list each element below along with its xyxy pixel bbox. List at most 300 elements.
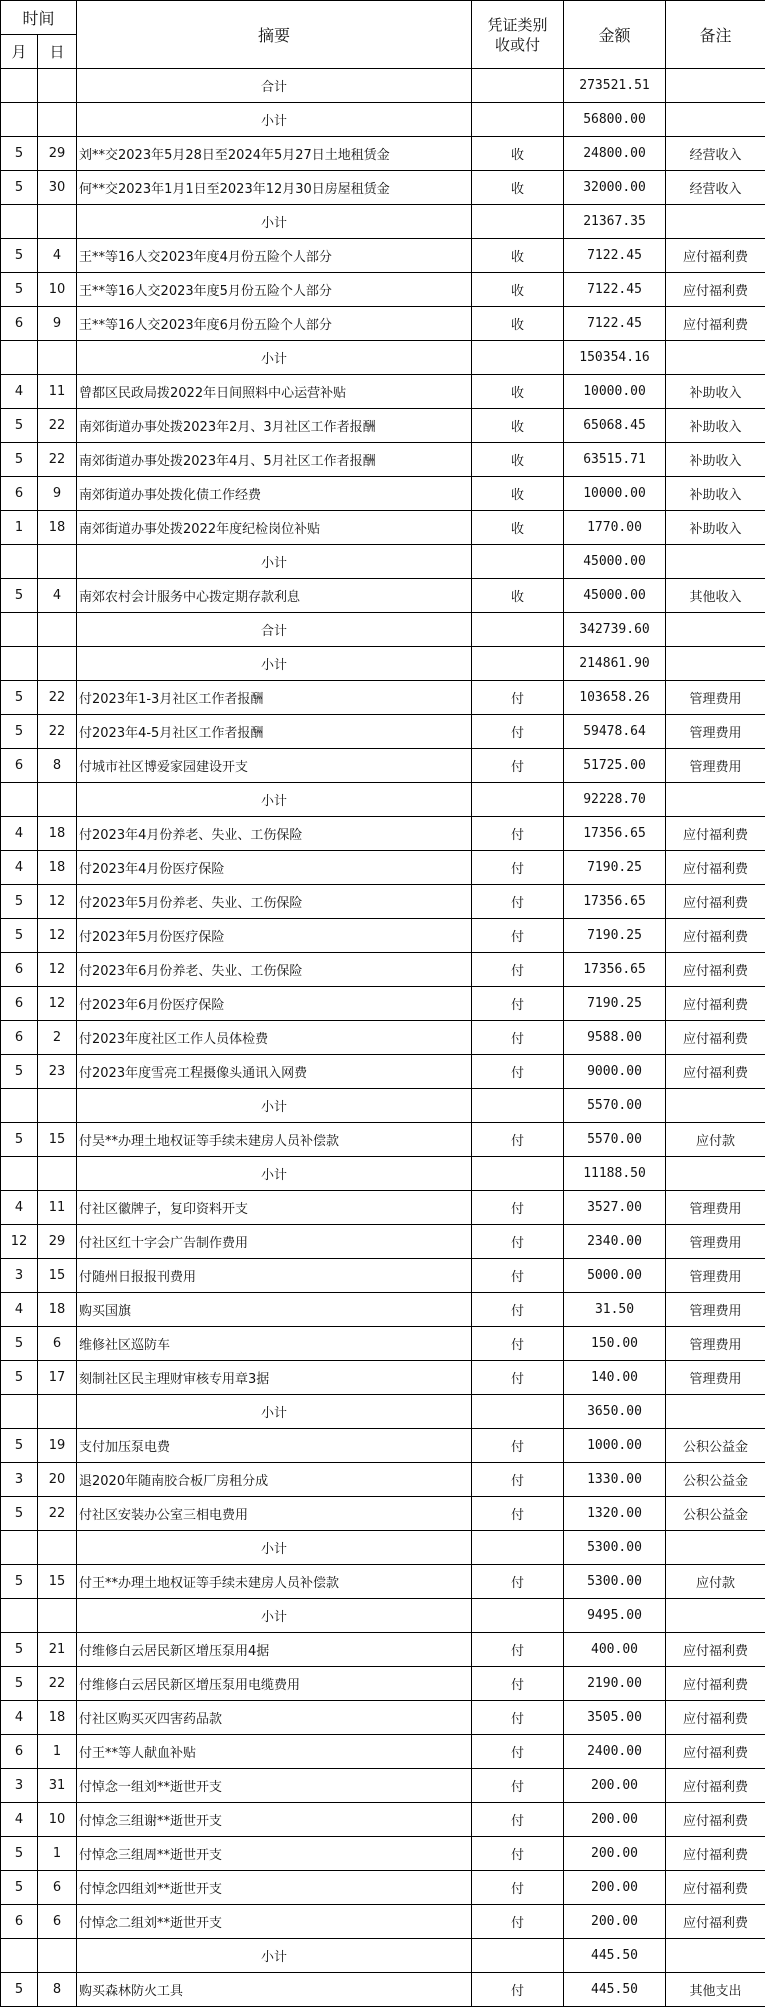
amount-cell: 400.00 (564, 1633, 666, 1667)
month-cell (1, 783, 38, 817)
table-row (1, 1905, 765, 1939)
summary-cell: 付社区红十字会广告制作费用 (77, 1225, 472, 1259)
month-cell: 5 (1, 1055, 38, 1089)
table-row (1, 851, 765, 885)
month-cell: 5 (1, 681, 38, 715)
month-cell: 5 (1, 443, 38, 477)
table-row (1, 1871, 765, 1905)
table-row (1, 273, 765, 307)
table-row (1, 1293, 765, 1327)
remark-cell: 应付福利费 (666, 239, 765, 273)
amount-cell: 24800.00 (564, 137, 666, 171)
remark-cell: 应付福利费 (666, 1701, 765, 1735)
remark-cell (666, 205, 765, 239)
remark-cell (666, 1157, 765, 1191)
month-cell: 12 (1, 1225, 38, 1259)
month-cell (1, 647, 38, 681)
remark-cell (666, 1531, 765, 1565)
day-cell: 12 (38, 885, 77, 919)
voucher-type-cell (472, 1395, 564, 1429)
table-row (1, 579, 765, 613)
summary-cell: 付社区徽牌子，复印资料开支 (77, 1191, 472, 1225)
summary-cell: 南郊街道办事处拨2023年4月、5月社区工作者报酬 (77, 443, 472, 477)
amount-cell: 45000.00 (564, 545, 666, 579)
remark-cell: 经营收入 (666, 171, 765, 205)
month-cell (1, 341, 38, 375)
day-cell: 18 (38, 1293, 77, 1327)
summary-cell: 维修社区巡防车 (77, 1327, 472, 1361)
month-cell: 5 (1, 171, 38, 205)
amount-cell: 56800.00 (564, 103, 666, 137)
month-cell (1, 545, 38, 579)
table-row (1, 1701, 765, 1735)
time-header: 时间 (1, 1, 77, 35)
table-row (1, 1667, 765, 1701)
remark-cell: 应付福利费 (666, 919, 765, 953)
remark-cell: 应付福利费 (666, 817, 765, 851)
voucher-type-cell (472, 1531, 564, 1565)
remark-cell (666, 647, 765, 681)
voucher-type-cell (472, 205, 564, 239)
amount-cell: 214861.90 (564, 647, 666, 681)
table-row (1, 1497, 765, 1531)
voucher-type-cell (472, 613, 564, 647)
amount-cell: 2400.00 (564, 1735, 666, 1769)
voucher-type-cell: 付 (472, 1191, 564, 1225)
voucher-type-cell: 收 (472, 511, 564, 545)
day-cell: 29 (38, 137, 77, 171)
amount-cell: 1000.00 (564, 1429, 666, 1463)
remark-cell (666, 1599, 765, 1633)
summary-cell: 小计 (77, 1089, 472, 1123)
remark-cell: 其他收入 (666, 579, 765, 613)
summary-cell: 小计 (77, 545, 472, 579)
summary-cell: 付悼念三组周**逝世开支 (77, 1837, 472, 1871)
summary-cell: 付2023年1-3月社区工作者报酬 (77, 681, 472, 715)
summary-cell: 付城市社区博爱家园建设开支 (77, 749, 472, 783)
summary-cell: 小计 (77, 1939, 472, 1973)
remark-cell (666, 1939, 765, 1973)
voucher-type-cell (472, 1599, 564, 1633)
month-cell: 5 (1, 1497, 38, 1531)
summary-cell: 付王**办理土地权证等手续未建房人员补偿款 (77, 1565, 472, 1599)
amount-cell: 10000.00 (564, 375, 666, 409)
amount-cell: 92228.70 (564, 783, 666, 817)
table-row (1, 477, 765, 511)
summary-cell: 王**等16人交2023年度5月份五险个人部分 (77, 273, 472, 307)
amount-cell: 1320.00 (564, 1497, 666, 1531)
month-cell: 5 (1, 1327, 38, 1361)
amount-cell: 31.50 (564, 1293, 666, 1327)
amount-cell: 5300.00 (564, 1531, 666, 1565)
remark-cell (666, 103, 765, 137)
voucher-type-cell: 收 (472, 477, 564, 511)
day-cell: 22 (38, 409, 77, 443)
amount-cell: 9000.00 (564, 1055, 666, 1089)
remark-cell: 补助收入 (666, 477, 765, 511)
summary-cell: 付2023年4月份医疗保险 (77, 851, 472, 885)
table-row (1, 1463, 765, 1497)
month-cell: 6 (1, 749, 38, 783)
voucher-type-cell: 付 (472, 1225, 564, 1259)
day-cell: 1 (38, 1837, 77, 1871)
summary-cell: 购买国旗 (77, 1293, 472, 1327)
remark-cell: 应付福利费 (666, 1021, 765, 1055)
day-cell: 9 (38, 477, 77, 511)
month-cell: 5 (1, 1123, 38, 1157)
voucher-type-cell: 付 (472, 1293, 564, 1327)
table-row (1, 715, 765, 749)
day-cell (38, 1157, 77, 1191)
month-cell: 5 (1, 579, 38, 613)
amount-cell: 200.00 (564, 1803, 666, 1837)
table-row (1, 1191, 765, 1225)
summary-cell: 小计 (77, 1599, 472, 1633)
voucher-type-cell: 收 (472, 409, 564, 443)
remark-cell: 应付福利费 (666, 273, 765, 307)
summary-cell: 付2023年5月份养老、失业、工伤保险 (77, 885, 472, 919)
subtotal-row (1, 1395, 765, 1429)
day-cell (38, 647, 77, 681)
voucher-type-cell: 付 (472, 1123, 564, 1157)
table-row (1, 1973, 765, 2007)
amount-cell: 103658.26 (564, 681, 666, 715)
month-cell: 6 (1, 987, 38, 1021)
amount-cell: 3505.00 (564, 1701, 666, 1735)
table-row (1, 443, 765, 477)
amount-cell: 17356.65 (564, 885, 666, 919)
amount-cell: 445.50 (564, 1939, 666, 1973)
remark-cell: 补助收入 (666, 511, 765, 545)
voucher-type-cell: 收 (472, 443, 564, 477)
voucher-type-cell: 付 (472, 1327, 564, 1361)
summary-cell: 付2023年4月份养老、失业、工伤保险 (77, 817, 472, 851)
amount-cell: 3650.00 (564, 1395, 666, 1429)
remark-cell: 应付福利费 (666, 953, 765, 987)
amount-cell: 9495.00 (564, 1599, 666, 1633)
summary-cell: 付2023年6月份医疗保险 (77, 987, 472, 1021)
voucher-type-cell: 付 (472, 1361, 564, 1395)
summary-cell: 小计 (77, 783, 472, 817)
amount-cell: 32000.00 (564, 171, 666, 205)
remark-cell: 管理费用 (666, 1259, 765, 1293)
month-cell: 5 (1, 919, 38, 953)
amount-cell: 150.00 (564, 1327, 666, 1361)
day-cell: 6 (38, 1905, 77, 1939)
month-cell: 3 (1, 1463, 38, 1497)
month-cell (1, 1157, 38, 1191)
voucher-type-cell: 付 (472, 1497, 564, 1531)
summary-cell: 退2020年随南胶合板厂房租分成 (77, 1463, 472, 1497)
day-cell: 11 (38, 1191, 77, 1225)
summary-cell: 付2023年度雪亮工程摄像头通讯入网费 (77, 1055, 472, 1089)
remark-cell: 应付款 (666, 1565, 765, 1599)
month-cell: 5 (1, 1973, 38, 2007)
amount-cell: 17356.65 (564, 953, 666, 987)
day-cell: 6 (38, 1871, 77, 1905)
table-row (1, 1123, 765, 1157)
summary-cell: 付维修白云居民新区增压泵用电缆费用 (77, 1667, 472, 1701)
month-cell: 5 (1, 409, 38, 443)
remark-cell (666, 1089, 765, 1123)
day-cell (38, 1089, 77, 1123)
day-cell: 6 (38, 1327, 77, 1361)
remark-cell (666, 545, 765, 579)
voucher-type-cell: 收 (472, 137, 564, 171)
day-cell: 10 (38, 273, 77, 307)
voucher-type-cell: 付 (472, 1667, 564, 1701)
day-cell: 10 (38, 1803, 77, 1837)
table-row (1, 681, 765, 715)
month-cell (1, 1531, 38, 1565)
amount-cell: 7190.25 (564, 851, 666, 885)
summary-cell: 小计 (77, 103, 472, 137)
amount-cell: 1770.00 (564, 511, 666, 545)
remark-cell (666, 341, 765, 375)
summary-cell: 付维修白云居民新区增压泵用4据 (77, 1633, 472, 1667)
amount-cell: 5570.00 (564, 1089, 666, 1123)
month-header: 月 (1, 35, 38, 69)
day-cell: 15 (38, 1565, 77, 1599)
subtotal-row (1, 69, 765, 103)
summary-cell: 南郊街道办事处拨2023年2月、3月社区工作者报酬 (77, 409, 472, 443)
day-cell (38, 205, 77, 239)
amount-cell: 17356.65 (564, 817, 666, 851)
voucher-type-cell: 收 (472, 307, 564, 341)
day-cell: 12 (38, 987, 77, 1021)
voucher-type-cell: 付 (472, 817, 564, 851)
voucher-type-cell: 付 (472, 1259, 564, 1293)
voucher-type-header-line1: 凭证类别 (487, 15, 548, 34)
table-row (1, 1259, 765, 1293)
summary-cell: 南郊农村会计服务中心拨定期存款利息 (77, 579, 472, 613)
summary-cell: 付2023年度社区工作人员体检费 (77, 1021, 472, 1055)
voucher-type-cell (472, 103, 564, 137)
table-row (1, 1361, 765, 1395)
month-cell: 6 (1, 1021, 38, 1055)
amount-cell: 63515.71 (564, 443, 666, 477)
table-row (1, 1735, 765, 1769)
month-cell: 5 (1, 273, 38, 307)
amount-cell: 342739.60 (564, 613, 666, 647)
table-row (1, 1565, 765, 1599)
voucher-type-cell: 付 (472, 715, 564, 749)
day-cell: 20 (38, 1463, 77, 1497)
summary-cell: 付2023年5月份医疗保险 (77, 919, 472, 953)
remark-cell: 其他支出 (666, 1973, 765, 2007)
table-row (1, 307, 765, 341)
remark-cell: 补助收入 (666, 375, 765, 409)
table-row (1, 1225, 765, 1259)
month-cell: 4 (1, 817, 38, 851)
month-cell: 3 (1, 1769, 38, 1803)
summary-cell: 付悼念三组谢**逝世开支 (77, 1803, 472, 1837)
remark-cell: 经营收入 (666, 137, 765, 171)
summary-cell: 南郊街道办事处拨化债工作经费 (77, 477, 472, 511)
month-cell: 4 (1, 1293, 38, 1327)
remark-cell: 公积公益金 (666, 1497, 765, 1531)
month-cell: 1 (1, 511, 38, 545)
summary-cell: 小计 (77, 341, 472, 375)
amount-cell: 1330.00 (564, 1463, 666, 1497)
amount-cell: 200.00 (564, 1769, 666, 1803)
subtotal-row (1, 341, 765, 375)
day-cell (38, 103, 77, 137)
voucher-type-cell: 付 (472, 885, 564, 919)
voucher-type-header-line2: 收或付 (495, 35, 541, 54)
day-cell: 22 (38, 1667, 77, 1701)
amount-cell: 2190.00 (564, 1667, 666, 1701)
voucher-type-cell (472, 1157, 564, 1191)
day-cell (38, 341, 77, 375)
remark-cell: 应付福利费 (666, 307, 765, 341)
table-row (1, 239, 765, 273)
amount-cell: 7190.25 (564, 987, 666, 1021)
month-cell: 6 (1, 1905, 38, 1939)
voucher-type-cell: 付 (472, 1565, 564, 1599)
summary-cell: 王**等16人交2023年度6月份五险个人部分 (77, 307, 472, 341)
day-cell (38, 1939, 77, 1973)
day-cell: 15 (38, 1123, 77, 1157)
table-row (1, 137, 765, 171)
voucher-type-cell (472, 341, 564, 375)
summary-cell: 小计 (77, 1531, 472, 1565)
remark-cell (666, 1395, 765, 1429)
amount-cell: 200.00 (564, 1871, 666, 1905)
day-cell: 23 (38, 1055, 77, 1089)
day-cell (38, 1531, 77, 1565)
voucher-type-cell: 付 (472, 1633, 564, 1667)
table-row (1, 749, 765, 783)
month-cell: 5 (1, 885, 38, 919)
voucher-type-cell: 收 (472, 375, 564, 409)
month-cell: 5 (1, 1361, 38, 1395)
voucher-type-cell (472, 545, 564, 579)
summary-cell: 购买森林防火工具 (77, 1973, 472, 2007)
day-cell (38, 1395, 77, 1429)
summary-cell: 刘**交2023年5月28日至2024年5月27日土地租赁金 (77, 137, 472, 171)
summary-cell: 小计 (77, 205, 472, 239)
day-cell (38, 69, 77, 103)
day-cell (38, 783, 77, 817)
subtotal-row (1, 1089, 765, 1123)
table-row (1, 987, 765, 1021)
table-row (1, 1633, 765, 1667)
voucher-type-cell (472, 1089, 564, 1123)
voucher-type-cell (472, 69, 564, 103)
subtotal-row (1, 613, 765, 647)
day-cell: 8 (38, 749, 77, 783)
remark-cell: 补助收入 (666, 443, 765, 477)
amount-cell: 200.00 (564, 1837, 666, 1871)
voucher-type-cell: 收 (472, 239, 564, 273)
remark-cell: 应付福利费 (666, 851, 765, 885)
day-cell: 19 (38, 1429, 77, 1463)
subtotal-row (1, 1939, 765, 1973)
voucher-type-cell: 付 (472, 919, 564, 953)
amount-cell: 7122.45 (564, 273, 666, 307)
table-row (1, 375, 765, 409)
voucher-type-cell (472, 1939, 564, 1973)
voucher-type-cell: 付 (472, 1837, 564, 1871)
voucher-type-cell: 付 (472, 851, 564, 885)
table-row (1, 1429, 765, 1463)
day-cell: 11 (38, 375, 77, 409)
month-cell (1, 1599, 38, 1633)
table-row (1, 409, 765, 443)
month-cell: 4 (1, 851, 38, 885)
amount-cell: 11188.50 (564, 1157, 666, 1191)
subtotal-row (1, 103, 765, 137)
day-cell: 4 (38, 239, 77, 273)
voucher-type-cell (472, 647, 564, 681)
remark-cell: 管理费用 (666, 1293, 765, 1327)
month-cell: 5 (1, 1633, 38, 1667)
amount-cell: 200.00 (564, 1905, 666, 1939)
table-row (1, 817, 765, 851)
summary-cell: 南郊街道办事处拨2022年度纪检岗位补贴 (77, 511, 472, 545)
day-cell: 22 (38, 443, 77, 477)
summary-header: 摘要 (77, 1, 472, 69)
remark-cell: 公积公益金 (666, 1463, 765, 1497)
amount-cell: 5000.00 (564, 1259, 666, 1293)
remark-cell: 管理费用 (666, 1191, 765, 1225)
remark-cell: 应付福利费 (666, 1837, 765, 1871)
summary-cell: 付社区安装办公室三相电费用 (77, 1497, 472, 1531)
month-cell: 5 (1, 1837, 38, 1871)
day-cell: 22 (38, 1497, 77, 1531)
day-cell: 17 (38, 1361, 77, 1395)
table-row (1, 919, 765, 953)
amount-cell: 7122.45 (564, 239, 666, 273)
month-cell: 5 (1, 1667, 38, 1701)
day-cell: 22 (38, 715, 77, 749)
table-row (1, 1021, 765, 1055)
voucher-type-cell: 付 (472, 681, 564, 715)
voucher-type-cell: 付 (472, 1701, 564, 1735)
voucher-type-cell: 付 (472, 1871, 564, 1905)
summary-cell: 王**等16人交2023年度4月份五险个人部分 (77, 239, 472, 273)
amount-cell: 445.50 (564, 1973, 666, 2007)
day-cell: 12 (38, 919, 77, 953)
remark-cell: 管理费用 (666, 749, 765, 783)
amount-cell: 7122.45 (564, 307, 666, 341)
voucher-type-cell: 收 (472, 579, 564, 613)
month-cell: 5 (1, 1565, 38, 1599)
table-row (1, 171, 765, 205)
ledger-body (1, 69, 765, 2007)
table-row (1, 953, 765, 987)
day-cell: 18 (38, 851, 77, 885)
summary-cell: 付2023年4-5月社区工作者报酬 (77, 715, 472, 749)
remark-cell: 管理费用 (666, 681, 765, 715)
summary-cell: 付悼念四组刘**逝世开支 (77, 1871, 472, 1905)
remark-cell: 公积公益金 (666, 1429, 765, 1463)
voucher-type-cell: 付 (472, 1429, 564, 1463)
month-cell: 4 (1, 1803, 38, 1837)
amount-cell: 51725.00 (564, 749, 666, 783)
summary-cell: 付悼念一组刘**逝世开支 (77, 1769, 472, 1803)
month-cell: 3 (1, 1259, 38, 1293)
day-cell: 21 (38, 1633, 77, 1667)
amount-cell: 5570.00 (564, 1123, 666, 1157)
summary-cell: 曾都区民政局拨2022年日间照料中心运营补贴 (77, 375, 472, 409)
remark-cell: 应付福利费 (666, 1769, 765, 1803)
summary-cell: 小计 (77, 647, 472, 681)
table-row (1, 885, 765, 919)
table-row (1, 1837, 765, 1871)
month-cell (1, 613, 38, 647)
